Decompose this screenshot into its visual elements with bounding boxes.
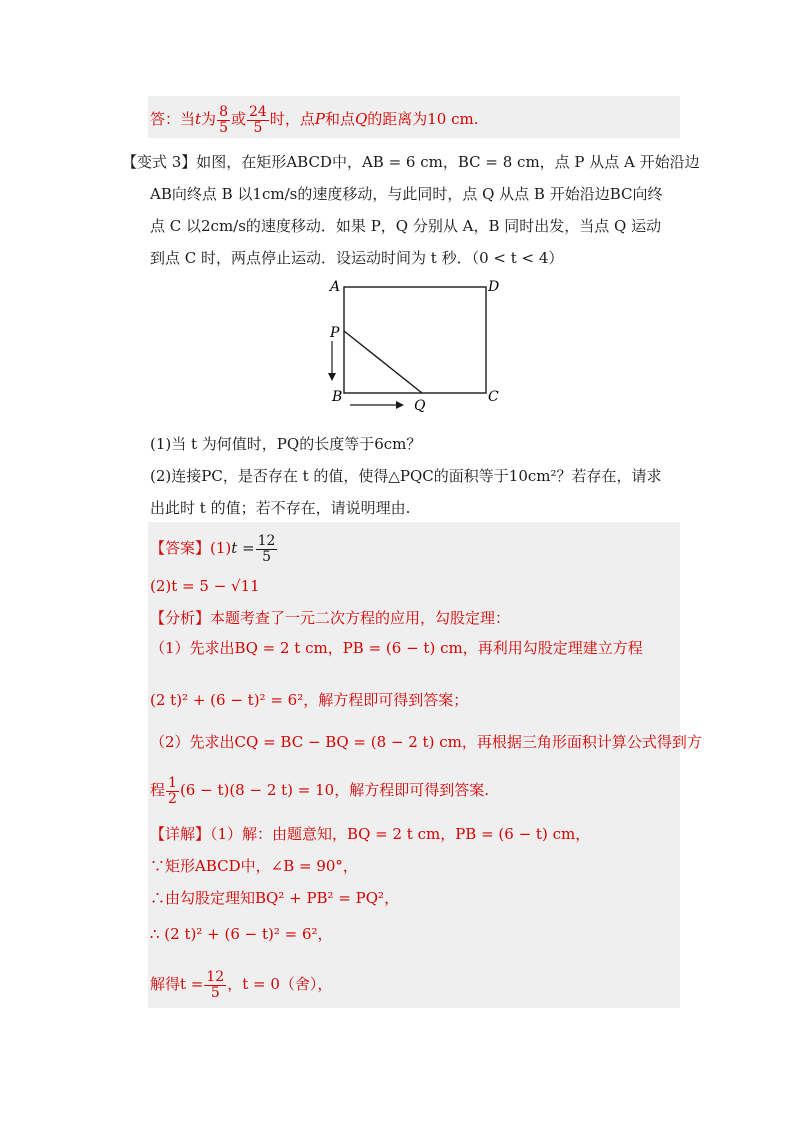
fraction-1-2: $\frac{1}{2}$ [168, 774, 177, 807]
analysis-heading [150, 606, 510, 630]
label-b: B [332, 389, 343, 405]
text: 本题考查了一元二次方程的应用，勾股定理： [210, 609, 511, 627]
previous-answer-line [150, 104, 479, 136]
fraction-8-5: $\frac{8}{5}$ [219, 103, 228, 136]
text: （1）解：由题意知，BQ = 2 t cm，PB = (6 − t) cm， [210, 825, 591, 843]
fraction-12-5-b: $\frac{12}{5}$ [206, 968, 225, 1001]
answer-1 [150, 533, 278, 565]
problem-line-2: AB向终点 B 以1cm/s的速度移动，与此同时，点 Q 从点 B 开始沿边BC向终 [150, 185, 663, 203]
text: ，t = 0（舍）， [227, 975, 333, 993]
arrow-right-head [396, 401, 404, 409]
problem-line-4: 到点 C 时，两点停止运动．设运动时间为 t 秒．（0 < t < 4） [150, 249, 564, 267]
arrow-down-head [328, 373, 336, 381]
label-d: D [488, 279, 500, 295]
problem-line-1: 【变式 3】如图，在矩形ABCD中，AB = 6 cm，BC = 8 cm，点 P 从点 A 开始沿边 [122, 153, 700, 171]
detail-4: ∴ (2 t)² + (6 − t)² = 6²， [150, 925, 333, 943]
label-q: Q [414, 398, 426, 414]
rectangle-diagram [320, 275, 520, 415]
text: 程 [150, 781, 166, 799]
detail-tag: 【详解】 [150, 825, 211, 843]
text: 为 [201, 110, 217, 128]
text: (1) [210, 539, 232, 557]
text: 时，点 [269, 110, 315, 128]
question-1: (1)当 t 为何值时，PQ的长度等于6cm？ [150, 435, 422, 453]
text: 或 [230, 110, 246, 128]
analysis-tag: 【分析】 [150, 609, 211, 627]
var-P: P [314, 110, 325, 128]
answer-tag: 【答案】 [150, 539, 211, 557]
detail-3: ∴由勾股定理知BQ² + PB² = PQ²， [150, 889, 400, 907]
var-t: t = [231, 539, 255, 557]
var-Q: Q [354, 110, 368, 128]
label-c: C [488, 389, 499, 405]
rectangle-abcd [344, 287, 486, 393]
label-a: A [330, 279, 341, 295]
text: 和点 [324, 110, 355, 128]
problem-line-3: 点 C 以2cm/s的速度移动．如果 P，Q 分别从 A，B 同时出发，当点 Q 运动 [150, 217, 662, 235]
question-2-line-2: 出此时 t 的值；若不存在，请说明理由. [150, 499, 411, 517]
text: 答：当 [150, 110, 196, 128]
analysis-1: （1）先求出BQ = 2 t cm，PB = (6 − t) cm，再利用勾股定理建立方程 [150, 639, 643, 657]
text: (6 − t)(8 − 2 t) = 10，解方程即可得到答案. [179, 781, 489, 799]
label-p: P [330, 325, 340, 341]
segment-pq [344, 331, 422, 393]
text: 的距离为10 cm. [367, 110, 479, 128]
question-2-line-1: (2)连接PC，是否存在 t 的值，使得△PQC的面积等于10cm²？若存在，请求 [150, 467, 662, 485]
detail-2: ∵矩形ABCD中，∠B = 90°， [150, 857, 358, 875]
analysis-2-equation [150, 772, 489, 808]
answer-2: (2)t = 5 − √11 [150, 577, 260, 595]
var-t: t [195, 110, 202, 128]
fraction-12-5: $\frac{12}{5}$ [257, 532, 276, 565]
detail-heading [150, 822, 590, 846]
detail-5 [150, 966, 332, 1002]
analysis-1-equation: (2 t)² + (6 − t)² = 6²，解方程即可得到答案； [150, 691, 469, 709]
fraction-24-5: $\frac{24}{5}$ [249, 103, 267, 136]
text: 解得t = [150, 975, 204, 993]
analysis-2: （2）先求出CQ = BC − BQ = (8 − 2 t) cm，再根据三角形面积计算公式得到方 [150, 733, 702, 751]
